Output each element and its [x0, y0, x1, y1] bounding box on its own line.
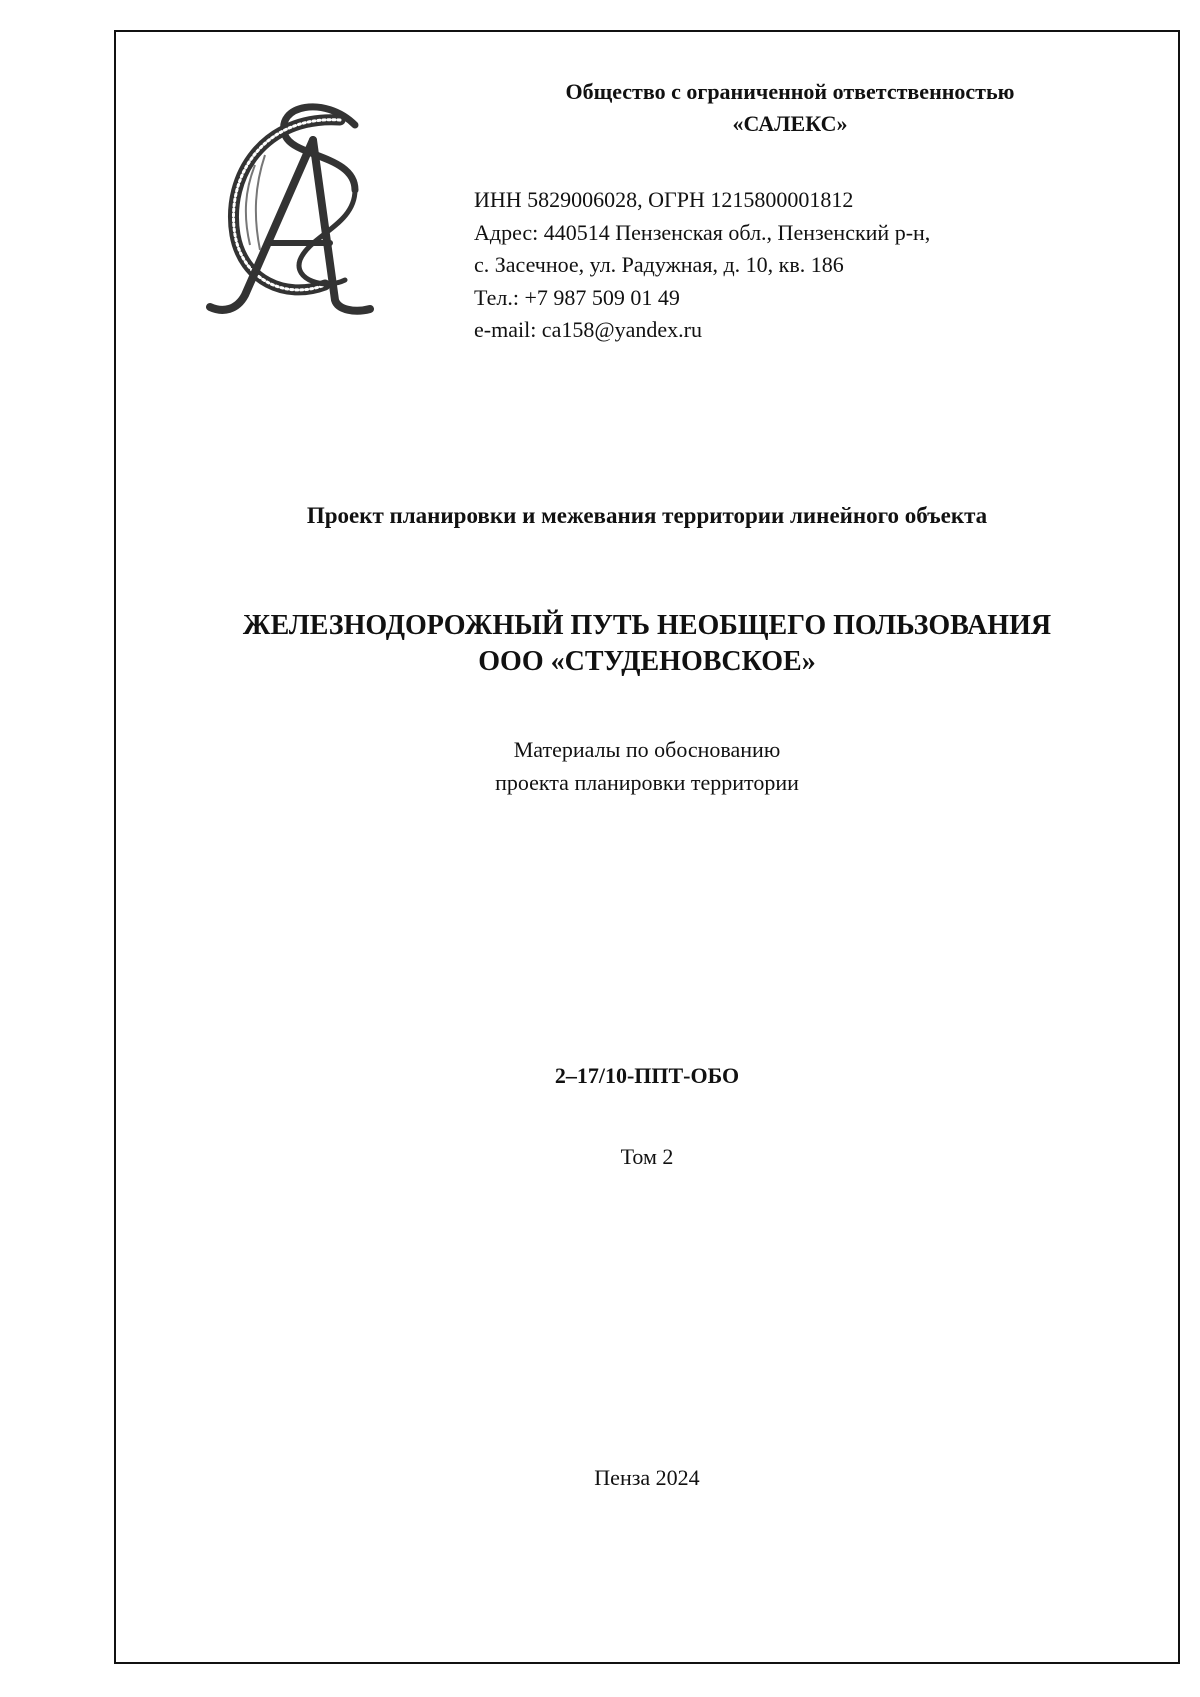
phone: Тел.: +7 987 509 01 49: [474, 284, 680, 310]
email: e-mail: ca158@yandex.ru: [474, 317, 702, 342]
section-line2: проекта планировки территории: [495, 770, 799, 795]
object-title-line2: ООО «СТУДЕНОВСКОЕ»: [478, 646, 816, 677]
inn-ogrn: ИНН 5829006028, ОГРН 1215800001812: [474, 187, 854, 212]
section-line1: Материалы по обоснованию: [513, 737, 781, 762]
project-type: Проект планировки и межевания территории линейного объекта: [306, 503, 988, 528]
org-name-line1: Общество с ограниченной ответственностью: [565, 79, 1015, 104]
address-line1: Адрес: 440514 Пензенская обл., Пензенский р-н,: [474, 219, 931, 245]
organization-details: [474, 184, 930, 347]
document-code: 2–17/10-ППТ-ОБО: [554, 1063, 740, 1088]
section-description: [114, 733, 1180, 799]
organization-name: [470, 76, 1110, 140]
address-line2: с. Засечное, ул. Радужная, д. 10, кв. 186: [474, 252, 844, 277]
object-title-line1: ЖЕЛЕЗНОДОРОЖНЫЙ ПУТЬ НЕОБЩЕГО ПОЛЬЗОВАНИЯ: [242, 610, 1052, 641]
volume-number: Том 2: [620, 1144, 674, 1169]
org-name-line2: «САЛЕКС»: [732, 111, 848, 136]
sa-monogram-icon: [205, 95, 405, 325]
object-title: [114, 608, 1180, 680]
city-year: Пенза 2024: [594, 1465, 700, 1490]
